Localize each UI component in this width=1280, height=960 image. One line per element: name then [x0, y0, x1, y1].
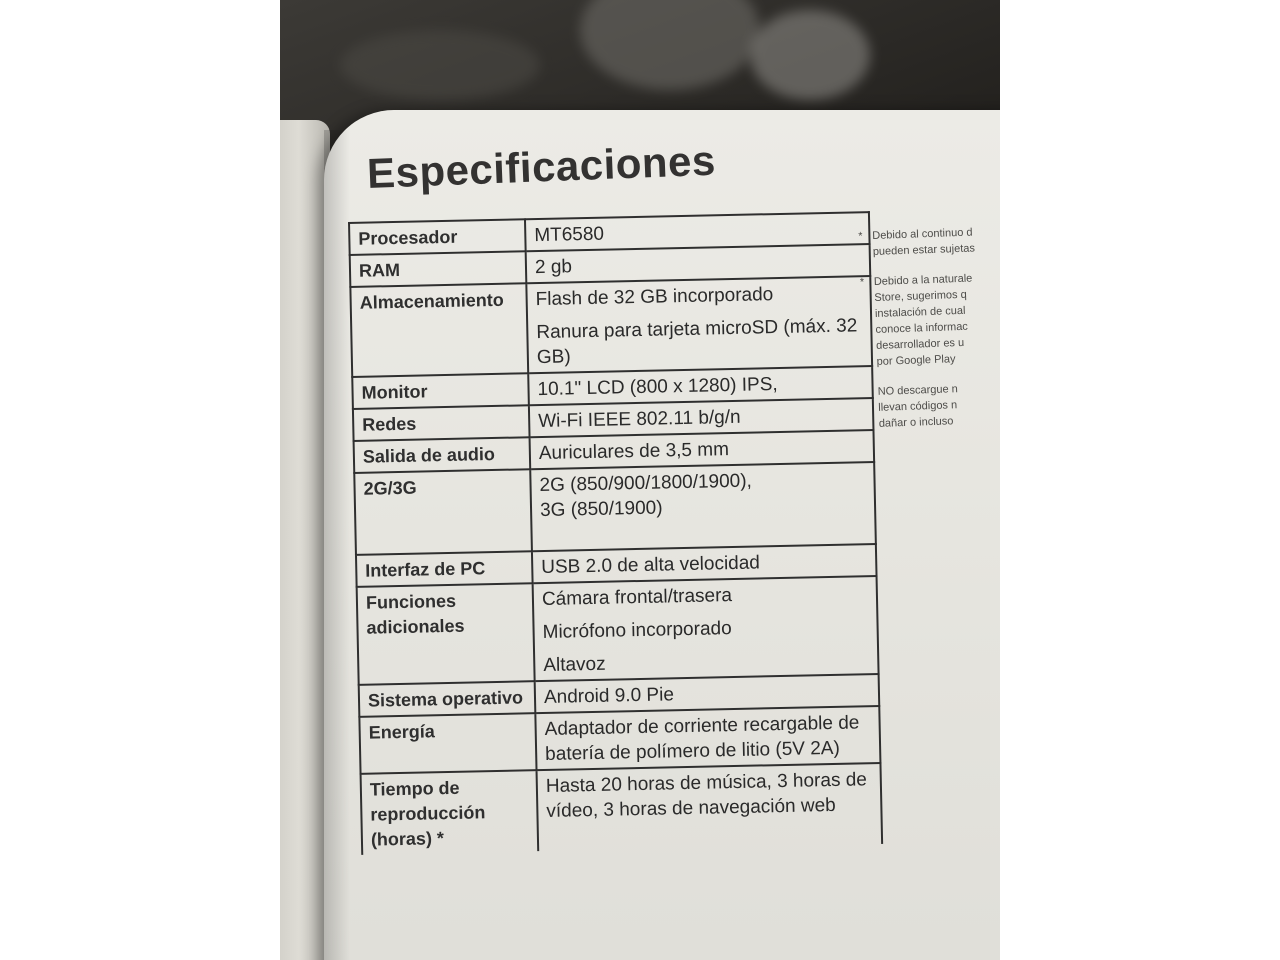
spec-value: 2G (850/900/1800/1900), [539, 470, 753, 497]
footnote-line: NO descargue n [877, 383, 958, 398]
spec-value: Ranura para tarjeta microSD (máx. 32 GB) [536, 315, 858, 369]
spec-value: Hasta 20 horas de música, 3 horas de vídeo, 3 horas de navegación web [545, 769, 868, 822]
footnote-line: llevan códigos n [878, 399, 958, 414]
spec-value: 3G (850/1900) [539, 497, 663, 522]
spec-table-wrapper [348, 211, 883, 855]
background-blur [580, 0, 760, 90]
spec-table [348, 211, 883, 855]
spec-value: Micrófono incorporado [542, 618, 732, 644]
footnote-line: conoce la informac [875, 320, 969, 336]
spec-value-cell [530, 462, 876, 551]
photo-background [280, 0, 1000, 960]
spec-label: Salida de audio [354, 437, 531, 473]
footnote-line: instalación de cual [874, 304, 966, 320]
footnote-line: Debido a la naturale [873, 272, 973, 288]
footnote-line: Debido al continuo d [872, 226, 973, 242]
spec-label: Sistema operativo [359, 681, 536, 717]
spec-value: USB 2.0 de alta velocidad [541, 552, 761, 579]
background-blur [340, 30, 540, 100]
footnote-marker: * [859, 276, 865, 289]
footnote-line: dañar o incluso [878, 415, 954, 430]
spec-value: Auriculares de 3,5 mm [538, 439, 730, 465]
spec-label: Tiempo de reproducción (horas) * [361, 770, 539, 855]
spec-value-cell [537, 763, 883, 851]
side-notes [858, 222, 1000, 446]
spec-row [361, 763, 883, 855]
spec-value-cell [533, 576, 879, 681]
spec-label: Almacenamiento [350, 283, 528, 377]
footnote-line: Store, sugerimos q [874, 288, 967, 304]
background-blur [750, 10, 870, 100]
spec-value-cell [535, 706, 880, 770]
spec-value: Wi-Fi IEEE 802.11 b/g/n [538, 406, 741, 433]
spec-value: Android 9.0 Pie [543, 684, 675, 708]
spec-row [357, 576, 879, 685]
footnote-marker: * [858, 230, 863, 243]
spec-label: Funciones adicionales [357, 583, 535, 685]
footnote [877, 378, 1000, 432]
footnote [859, 268, 1000, 370]
footnote-line: pueden estar sujetas [872, 242, 976, 258]
footnote-line: desarrollador es u [875, 336, 965, 352]
spec-value: Altavoz [543, 653, 606, 677]
spec-value: Flash de 32 GB incorporado [535, 284, 774, 311]
spec-row [350, 276, 872, 377]
spec-label: Monitor [352, 373, 529, 409]
spec-value: 10.1" LCD (800 x 1280) IPS, [537, 374, 778, 401]
spec-row [354, 462, 876, 555]
spec-value: MT6580 [534, 223, 605, 247]
spec-value: Adaptador de corriente recargable de batería de polímero de litio (5V 2A) [544, 712, 860, 765]
footnote [858, 222, 1000, 260]
spec-label: RAM [350, 251, 527, 287]
footnote-line: por Google Play [876, 353, 956, 368]
spec-label: Procesador [349, 219, 526, 255]
spec-label: 2G/3G [354, 469, 532, 555]
spec-label: Redes [353, 405, 530, 441]
spec-value: 2 gb [534, 256, 573, 279]
spec-label: Interfaz de PC [356, 551, 533, 587]
left-page-edge [280, 120, 330, 960]
page-gutter-shadow [324, 130, 350, 960]
spec-value-cell [526, 276, 872, 373]
spec-label: Energía [359, 713, 536, 774]
page-title: Especificaciones [366, 136, 717, 198]
spec-value: Cámara frontal/trasera [541, 585, 733, 611]
